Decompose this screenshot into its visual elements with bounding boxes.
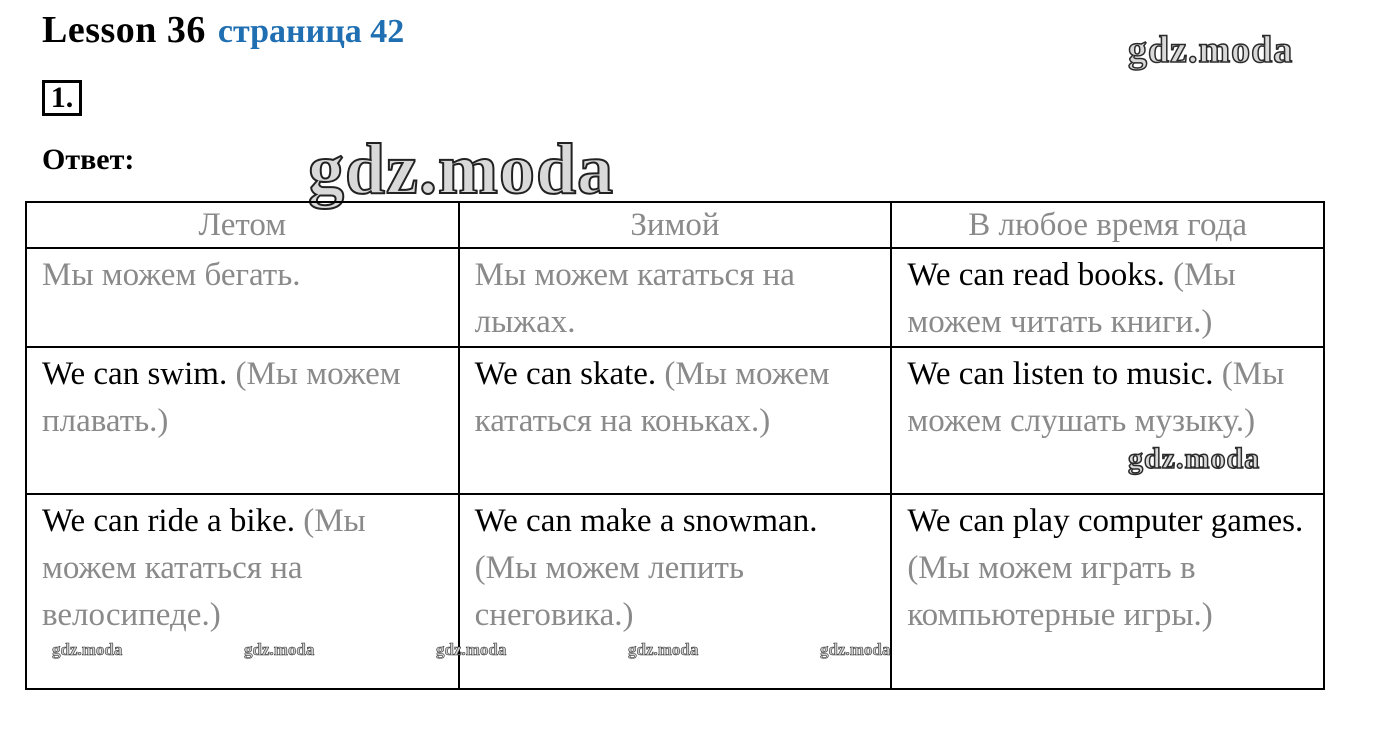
- russian-translation: (Мы можем кататься на коньках.): [474, 356, 830, 439]
- watermark-logo-small: gdz.moda: [52, 640, 123, 659]
- column-header-summer: Летом: [26, 202, 459, 248]
- table-cell: [891, 248, 1324, 347]
- watermark-logo-small: gdz.moda: [628, 640, 699, 659]
- table-header-row: [26, 202, 1324, 248]
- english-text: We can make a snowman.: [474, 503, 818, 539]
- table-cell: [891, 494, 1324, 689]
- watermark-logo-mid: gdz.moda: [1128, 442, 1261, 475]
- table-cell: [26, 248, 459, 347]
- watermark-logo-small: gdz.moda: [244, 640, 315, 659]
- english-text: We can listen to music.: [907, 356, 1214, 392]
- english-text: We can play computer games.: [907, 503, 1304, 539]
- column-header-any-time: В любое время года: [891, 202, 1324, 248]
- page-header: [42, 8, 404, 52]
- answer-label: Ответ:: [42, 143, 135, 176]
- table-cell: [459, 347, 892, 494]
- russian-translation: (Мы можем лепить снеговика.): [474, 550, 745, 633]
- page-reference: страница 42: [217, 13, 405, 50]
- watermark-logo: gdz.moda: [308, 129, 615, 209]
- task-number-box: 1.: [42, 80, 82, 116]
- watermark-logo-small: gdz.moda: [820, 640, 891, 659]
- lesson-title: Lesson 36: [42, 9, 206, 51]
- english-text: We can skate.: [474, 356, 657, 392]
- russian-translation: Мы можем бегать.: [42, 257, 301, 293]
- english-text: We can swim.: [42, 356, 228, 392]
- russian-translation: (Мы можем кататься на велосипеде.): [42, 503, 366, 633]
- russian-translation: (Мы можем играть в компьютерные игры.): [907, 550, 1213, 633]
- english-text: We can read books.: [907, 257, 1165, 293]
- table-cell: [26, 347, 459, 494]
- russian-translation: (Мы можем плавать.): [42, 356, 401, 439]
- column-header-winter: Зимой: [459, 202, 892, 248]
- russian-translation: Мы можем кататься на лыжах.: [474, 257, 795, 340]
- russian-translation: (Мы можем слушать музыку.): [907, 356, 1285, 439]
- watermark-logo-top: gdz.moda: [1128, 29, 1294, 71]
- watermark-logo-small: gdz.moda: [436, 640, 507, 659]
- table-row: [26, 248, 1324, 347]
- english-text: We can ride a bike.: [42, 503, 295, 539]
- russian-translation: (Мы можем читать книги.): [907, 257, 1236, 340]
- table-cell: [459, 248, 892, 347]
